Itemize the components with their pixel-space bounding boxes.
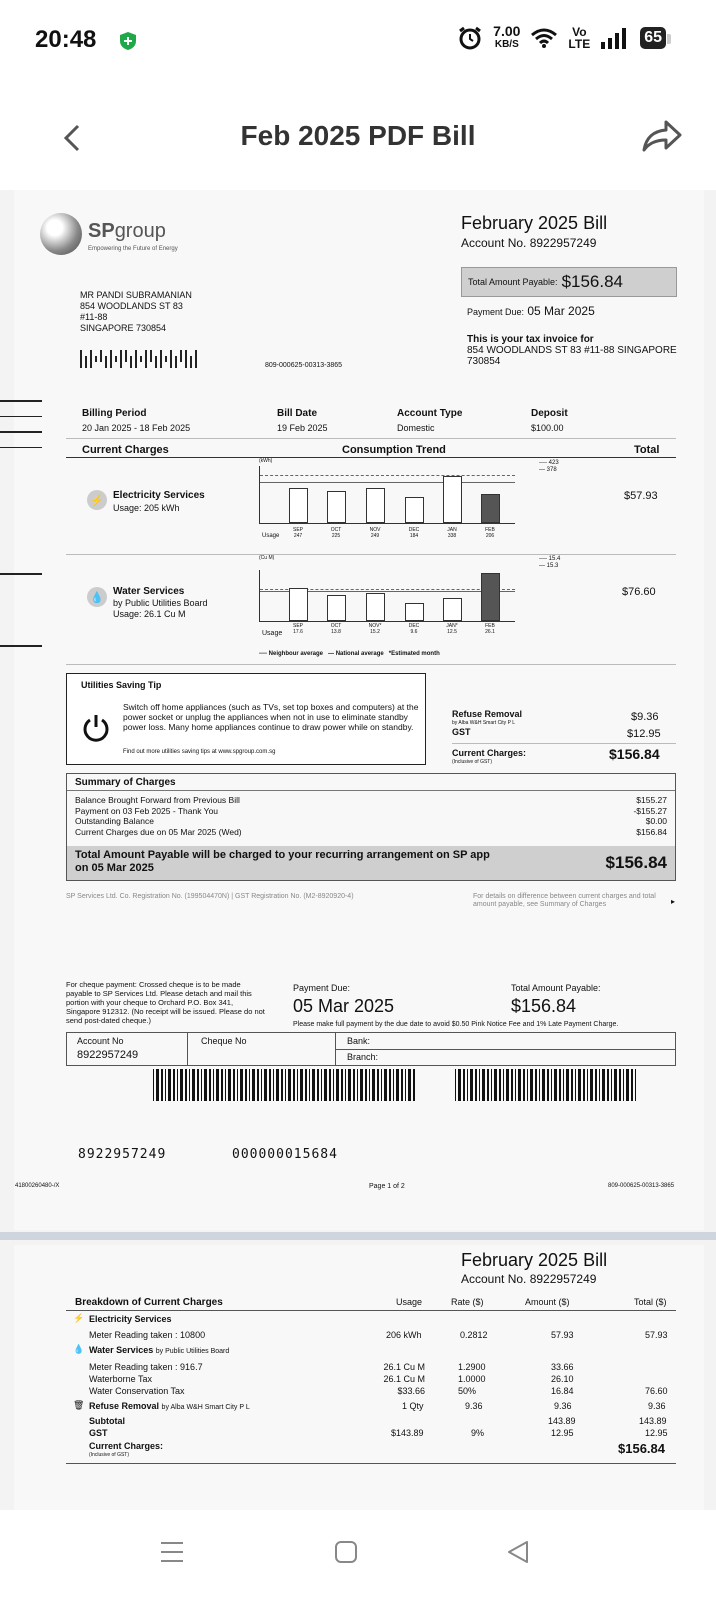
recent-apps-icon[interactable] xyxy=(159,1539,185,1565)
account-barcode xyxy=(455,1069,637,1101)
usage-label: Usage xyxy=(262,533,280,539)
divider xyxy=(452,743,676,744)
summary-title: Summary of Charges xyxy=(75,777,176,788)
p2-gst-usage: $143.89 xyxy=(391,1428,424,1438)
month-label: DEC 184 xyxy=(408,527,420,539)
month-label: FEB 206 xyxy=(485,527,495,539)
volte-indicator: Vo LTE xyxy=(568,25,591,51)
p2-water-labels: Meter Reading taken : 916.7 Waterborne Tax Water Conservation Tax xyxy=(89,1362,203,1396)
deposit-label: Deposit xyxy=(531,408,568,419)
col-amount: Amount ($) xyxy=(525,1297,570,1307)
status-time: 20:48 xyxy=(35,26,97,53)
total-payable-label: Total Amount Payable: xyxy=(468,277,558,287)
customer-address: MR PANDI SUBRAMANIAN 854 WOODLANDS ST 83 #11-88 SINGAPORE 730854 xyxy=(80,290,192,333)
water-usage: Usage: 26.1 Cu M xyxy=(113,609,186,619)
saving-tip-title: Utilities Saving Tip xyxy=(81,680,162,690)
national-average-line xyxy=(260,482,515,483)
divider xyxy=(66,1310,676,1311)
home-icon[interactable] xyxy=(333,1539,359,1565)
current-charges-heading: Current Charges xyxy=(82,444,169,456)
electricity-total: $57.93 xyxy=(624,490,658,502)
month-label: SEP 247 xyxy=(292,527,303,539)
wifi-icon xyxy=(530,27,558,49)
total-heading: Total xyxy=(634,444,660,456)
share-button[interactable] xyxy=(640,116,690,160)
ocr-account: 8922957249 xyxy=(78,1147,167,1162)
p2-elec-meter: Meter Reading taken : 10800 xyxy=(89,1330,206,1340)
month-label: NOV 249 xyxy=(369,527,381,539)
col-usage: Usage xyxy=(396,1297,423,1307)
p2-cc-label: Current Charges: xyxy=(89,1441,164,1451)
gst-label: GST xyxy=(452,727,471,737)
p2-elec-name: Electricity Services xyxy=(89,1314,172,1324)
month-label: OCT 13.8 xyxy=(330,623,342,635)
saving-tip-link[interactable]: Find out more utilities saving tips at www.spgroup.com.sg xyxy=(123,749,276,755)
p2-gst-amount: 12.95 xyxy=(551,1428,574,1438)
summary-labels: Balance Brought Forward from Previous Bill Payment on 03 Feb 2025 - Thank You Outstanding Balance Current Charges due on 05 Mar 2025 (Wed) xyxy=(75,795,242,837)
p2-water-rates: 1.2900 1.0000 50% xyxy=(458,1362,486,1396)
refuse-provider: by Alba W&H Smart City P L xyxy=(452,720,515,726)
ocr-amount: 000000015684 xyxy=(232,1147,338,1162)
billing-period-label: Billing Period xyxy=(82,408,147,419)
p2-elec-rate: 0.2812 xyxy=(460,1330,488,1340)
water-drop-icon: 💧 xyxy=(87,587,107,607)
p2-gst-rate: 9% xyxy=(471,1428,485,1438)
account-type-label: Account Type xyxy=(397,408,463,419)
neighbour-average-line xyxy=(260,475,515,476)
current-charges-label: Current Charges: xyxy=(452,748,527,758)
divider xyxy=(66,438,676,439)
current-charges-note: (Inclusive of GST) xyxy=(452,759,493,765)
alarm-icon xyxy=(457,25,483,51)
stub-total-label: Total Amount Payable: xyxy=(511,983,601,993)
p2-subtotal-amount: 143.89 xyxy=(548,1416,576,1426)
page-title: Feb 2025 PDF Bill xyxy=(240,120,476,151)
p2-refuse-usage: 1 Qty xyxy=(402,1401,424,1411)
viewer-side-markers xyxy=(0,400,42,462)
power-icon xyxy=(81,712,111,742)
divider xyxy=(67,790,675,791)
bar-oct xyxy=(327,491,346,523)
summary-amounts: $155.27 -$155.27 $0.00 $156.84 xyxy=(633,795,667,837)
back-nav-icon[interactable] xyxy=(505,1539,531,1565)
summary-total-amount: $156.84 xyxy=(605,853,667,872)
month-label: NOV* 15.2 xyxy=(368,623,382,635)
lightning-icon: ⚡ xyxy=(87,490,107,510)
p2-elec-amount: 57.93 xyxy=(551,1330,574,1340)
trash-icon: 🗑 xyxy=(73,1400,85,1410)
month-label: DEC 9.6 xyxy=(408,623,420,635)
p2-gst-label: GST xyxy=(89,1428,108,1438)
electricity-chart xyxy=(259,466,515,524)
bar-feb xyxy=(481,494,500,523)
payment-barcode xyxy=(153,1069,415,1101)
bill-title: February 2025 Bill xyxy=(461,213,608,233)
share-icon xyxy=(640,116,684,156)
p2-cc-note: (Inclusive of GST) xyxy=(89,1452,130,1458)
system-nav-bar xyxy=(0,1510,716,1600)
chart-legend: ---- Neighbour average — National average *Estimated month xyxy=(259,651,440,657)
electricity-unit: (kWh) xyxy=(259,458,273,464)
month-label: OCT 225 xyxy=(330,527,342,539)
page-separator xyxy=(0,1232,716,1240)
side-marker xyxy=(0,645,42,647)
bar-dec xyxy=(405,603,424,621)
water-provider: by Public Utilities Board xyxy=(113,598,208,608)
page2-bill-title: February 2025 Bill xyxy=(461,1250,608,1270)
water-service-name: Water Services xyxy=(113,586,185,597)
consumption-trend-heading: Consumption Trend xyxy=(342,444,446,456)
summary-total-text: Total Amount Payable will be charged to your recurring arrangement on SP app on 05 Mar 2025 xyxy=(75,849,490,874)
registration-info: SP Services Ltd. Co. Registration No. (199504470N) | GST Registration No. (M2-8920920-4) xyxy=(66,893,354,900)
bar-oct xyxy=(327,595,346,621)
bar-nov xyxy=(366,488,385,523)
electricity-legend-values: ---- 423 — 378 xyxy=(539,460,559,473)
bar-dec xyxy=(405,497,424,523)
p2-elec-total: 57.93 xyxy=(645,1330,668,1340)
p2-refuse-name: Refuse Removal by Alba W&H Smart City P L xyxy=(89,1401,250,1411)
payment-due: Payment Due: 05 Mar 2025 xyxy=(467,304,595,318)
stub-total-amount: $156.84 xyxy=(511,996,577,1016)
month-label: SEP 17.6 xyxy=(292,623,303,635)
bar-feb xyxy=(481,573,500,621)
p2-water-amounts: 33.66 26.10 16.84 xyxy=(551,1362,574,1396)
bar-jan xyxy=(443,598,462,621)
lightning-icon: ⚡ xyxy=(73,1313,85,1323)
deposit-value: $100.00 xyxy=(531,423,564,433)
late-payment-note: Please make full payment by the due date to avoid $0.50 Pink Notice Fee and 1% Late Payment Charge. xyxy=(293,1021,619,1028)
cheque-instructions: For cheque payment: Crossed cheque is to be made payable to SP Services Ltd. Please detach and mail this portion with your cheque to Orchard P.O. Box 341, Singapore 912312. (No receipt will be issued. Please do not send post-dated cheque.) xyxy=(66,980,265,1025)
sp-logo: SPgroup xyxy=(88,220,166,242)
details-note: For details on difference between current charges and total amount payable, see Summary of Charges xyxy=(473,893,656,908)
electricity-usage: Usage: 205 kWh xyxy=(113,503,180,513)
account-type-value: Domestic xyxy=(397,423,435,433)
footer-code-left: 41800260480-/X xyxy=(15,1183,60,1189)
bar-sep xyxy=(289,588,308,621)
battery-icon: 65 xyxy=(640,27,666,49)
stub-account-no: 8922957249 xyxy=(77,1049,139,1061)
p2-cc-total: $156.84 xyxy=(618,1441,665,1456)
p2-refuse-amount: 9.36 xyxy=(554,1401,572,1411)
total-payable-box xyxy=(461,267,677,297)
water-chart xyxy=(259,570,515,622)
month-label: JAN 338 xyxy=(447,527,457,539)
stub-payment-due-label: Payment Due: xyxy=(293,983,351,993)
net-speed: 7.00 KB/S xyxy=(493,23,521,50)
electricity-service-name: Electricity Services xyxy=(113,490,205,501)
triangle-right-icon: ▸ xyxy=(671,897,676,906)
p2-refuse-total: 9.36 xyxy=(648,1401,666,1411)
refuse-removal-label: Refuse Removal xyxy=(452,709,523,719)
p2-water-usages: 26.1 Cu M 26.1 Cu M $33.66 xyxy=(383,1362,425,1396)
reference-code: 809-000625-00313-3865 xyxy=(265,362,343,369)
current-charges-amount: $156.84 xyxy=(609,746,660,762)
bar-nov xyxy=(366,593,385,621)
bank-label: Bank: xyxy=(347,1036,371,1046)
shield-icon xyxy=(118,31,138,51)
water-unit: (Cu M) xyxy=(259,555,275,561)
stub-details-table xyxy=(66,1032,676,1066)
gst-amount: $12.95 xyxy=(627,728,661,740)
p2-subtotal-label: Subtotal xyxy=(89,1416,125,1426)
month-label: FEB 26.1 xyxy=(485,623,495,635)
divider xyxy=(66,554,676,555)
billing-period-value: 20 Jan 2025 - 18 Feb 2025 xyxy=(82,423,191,433)
p2-subtotal-total: 143.89 xyxy=(639,1416,667,1426)
summary-of-charges xyxy=(66,773,676,881)
p2-gst-total: 12.95 xyxy=(645,1428,668,1438)
water-drop-icon: 💧 xyxy=(73,1344,85,1354)
stub-payment-due: 05 Mar 2025 xyxy=(293,996,395,1016)
side-marker xyxy=(0,573,42,575)
cheque-no-label: Cheque No xyxy=(201,1036,247,1046)
logo-tagline: Empowering the Future of Energy xyxy=(88,246,178,252)
sp-logo-icon xyxy=(40,213,82,255)
total-payable-amount: $156.84 xyxy=(561,272,624,291)
page2-account: Account No. 8922957249 xyxy=(461,1272,597,1286)
account-number: Account No. 8922957249 xyxy=(461,236,597,250)
month-label: JAN* 12.5 xyxy=(446,623,458,635)
breakdown-title: Breakdown of Current Charges xyxy=(75,1297,223,1308)
bar-sep xyxy=(289,488,308,523)
branch-label: Branch: xyxy=(347,1052,379,1062)
refuse-amount: $9.36 xyxy=(631,711,659,723)
divider xyxy=(66,457,676,458)
tax-invoice: This is your tax invoice for 854 WOODLANDS ST 83 #11-88 SINGAPORE 730854 xyxy=(467,334,677,367)
p2-water-name: Water Services by Public Utilities Board xyxy=(89,1345,230,1355)
summary-total-row xyxy=(67,846,675,880)
p2-water-total: 76.60 xyxy=(645,1386,668,1396)
postal-barcode xyxy=(80,350,200,368)
bar-jan xyxy=(443,476,462,523)
stub-account-label: Account No xyxy=(77,1036,124,1046)
bill-date-label: Bill Date xyxy=(277,408,318,419)
signal-icon xyxy=(600,27,630,49)
saving-tip-text: Switch off home appliances (such as TVs, set top boxes and computers) at the power socket or unplug the appliances when not in use to eliminate standby power loss. Many home appliances continue to draw power while on standby. xyxy=(123,702,419,732)
divider xyxy=(66,1463,676,1464)
usage-label: Usage xyxy=(262,630,283,637)
p2-elec-usage: 206 kWh xyxy=(386,1330,422,1340)
col-rate: Rate ($) xyxy=(451,1297,484,1307)
divider xyxy=(66,664,676,665)
p2-refuse-rate: 9.36 xyxy=(465,1401,483,1411)
status-bar xyxy=(0,0,716,80)
footer-code-right: 809-000625-00313-3865 xyxy=(608,1183,675,1189)
saving-tip-box xyxy=(66,673,426,765)
water-total: $76.60 xyxy=(622,586,656,598)
page-indicator: Page 1 of 2 xyxy=(369,1183,405,1190)
water-legend-values: ---- 15.4 — 15.3 xyxy=(539,556,561,569)
app-header xyxy=(0,80,716,190)
col-total: Total ($) xyxy=(634,1297,667,1307)
bill-date-value: 19 Feb 2025 xyxy=(277,423,328,433)
